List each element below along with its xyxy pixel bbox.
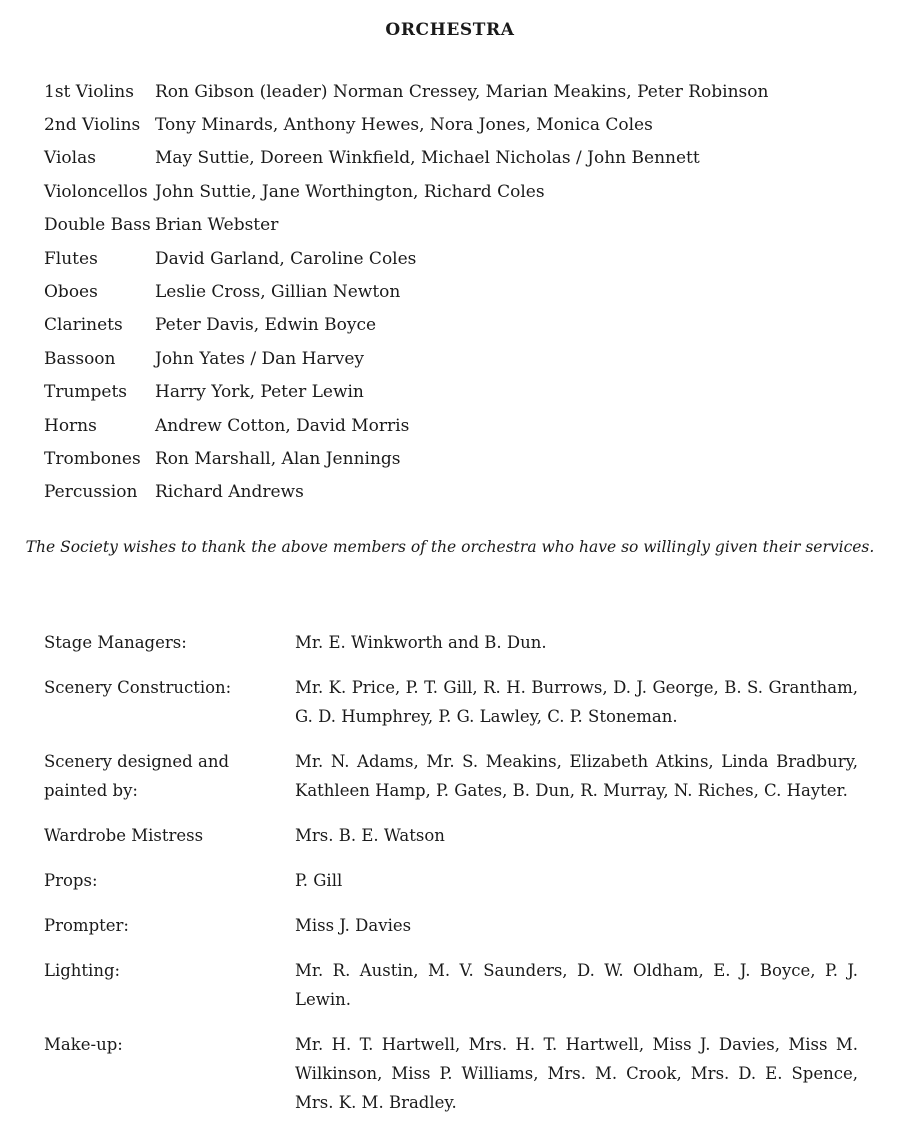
crew-role: Prompter: [44, 916, 129, 935]
orchestra-row [44, 409, 874, 442]
orchestra-list [44, 75, 874, 509]
crew-role: Lighting: [44, 961, 121, 980]
crew-names: P. Gill [295, 871, 343, 890]
section-name: Horns [44, 415, 97, 436]
crew-row [44, 628, 858, 657]
orchestra-row [44, 342, 874, 375]
crew-row [44, 821, 858, 850]
crew-row [44, 673, 858, 731]
orchestra-row [44, 442, 874, 475]
crew-role: Scenery Construction: [44, 678, 232, 697]
player-names: Richard Andrews [155, 482, 304, 503]
player-names: Leslie Cross, Gillian Newton [155, 282, 401, 303]
section-name: Violas [44, 148, 96, 169]
orchestra-row [44, 476, 874, 509]
player-names: Peter Davis, Edwin Boyce [155, 315, 377, 336]
player-names: Brian Webster [155, 215, 279, 236]
crew-names: Mrs. B. E. Watson [295, 826, 445, 845]
crew-row [44, 866, 858, 895]
section-name: Oboes [44, 282, 98, 303]
section-name: Double Bass [44, 215, 151, 236]
section-name: Flutes [44, 248, 98, 269]
player-names: Ron Marshall, Alan Jennings [155, 448, 401, 469]
section-name: 1st Violins [44, 81, 134, 102]
orchestra-row [44, 275, 874, 308]
player-names: Tony Minards, Anthony Hewes, Nora Jones, Monica Coles [155, 115, 653, 136]
orchestra-row [44, 175, 874, 208]
crew-list [44, 628, 858, 1133]
crew-names: Mr. H. T. Hartwell, Mrs. H. T. Hartwell, Miss J. Davies, Miss M. Wilkinson, Miss P. Williams, Mrs. M. Crook, Mrs. D. E. Spence, Mrs. K. M. Bradley. [295, 1035, 858, 1112]
crew-names: Mr. N. Adams, Mr. S. Meakins, Elizabeth Atkins, Linda Bradbury, Kathleen Hamp, P. Gates, B. Dun, R. Murray, N. Riches, C. Hayter. [295, 752, 858, 800]
orchestra-row [44, 209, 874, 242]
orchestra-row [44, 376, 874, 409]
player-names: May Suttie, Doreen Winkfield, Michael Nicholas / John Bennett [155, 148, 700, 169]
player-names: David Garland, Caroline Coles [155, 248, 417, 269]
section-name: Violoncellos [44, 181, 148, 202]
crew-names: Miss J. Davies [295, 916, 412, 935]
player-names: Ron Gibson (leader) Norman Cressey, Marian Meakins, Peter Robinson [155, 81, 769, 102]
player-names: Andrew Cotton, David Morris [155, 415, 410, 436]
crew-role: Make-up: [44, 1035, 123, 1054]
section-name: Bassoon [44, 348, 116, 369]
orchestra-row [44, 108, 874, 141]
section-name: 2nd Violins [44, 115, 141, 136]
crew-names: Mr. K. Price, P. T. Gill, R. H. Burrows, D. J. George, B. S. Grantham, G. D. Humphrey, P. G. Lawley, C. P. Stoneman. [295, 678, 858, 726]
crew-role: Wardrobe Mistress [44, 826, 204, 845]
crew-role: Stage Managers: [44, 633, 187, 652]
crew-names: Mr. E. Winkworth and B. Dun. [295, 633, 547, 652]
player-names: John Suttie, Jane Worthington, Richard Coles [155, 181, 545, 202]
section-name: Trumpets [44, 382, 128, 403]
crew-role: Scenery designed and painted by: [44, 752, 230, 800]
player-names: Harry York, Peter Lewin [155, 382, 364, 403]
page-title: ORCHESTRA [385, 20, 515, 40]
player-names: John Yates / Dan Harvey [155, 348, 365, 369]
orchestra-row [44, 242, 874, 275]
orchestra-row [44, 75, 874, 108]
crew-row [44, 911, 858, 940]
orchestra-row [44, 142, 874, 175]
section-name: Percussion [44, 482, 138, 503]
crew-role: Props: [44, 871, 98, 890]
section-name: Clarinets [44, 315, 123, 336]
crew-row [44, 1030, 858, 1117]
section-name: Trombones [44, 448, 141, 469]
thanks-note: The Society wishes to thank the above members of the orchestra who have so willingly given their services. [25, 538, 875, 556]
crew-row [44, 956, 858, 1014]
crew-names: Mr. R. Austin, M. V. Saunders, D. W. Oldham, E. J. Boyce, P. J. Lewin. [295, 961, 858, 1009]
crew-row [44, 747, 858, 805]
orchestra-row [44, 309, 874, 342]
